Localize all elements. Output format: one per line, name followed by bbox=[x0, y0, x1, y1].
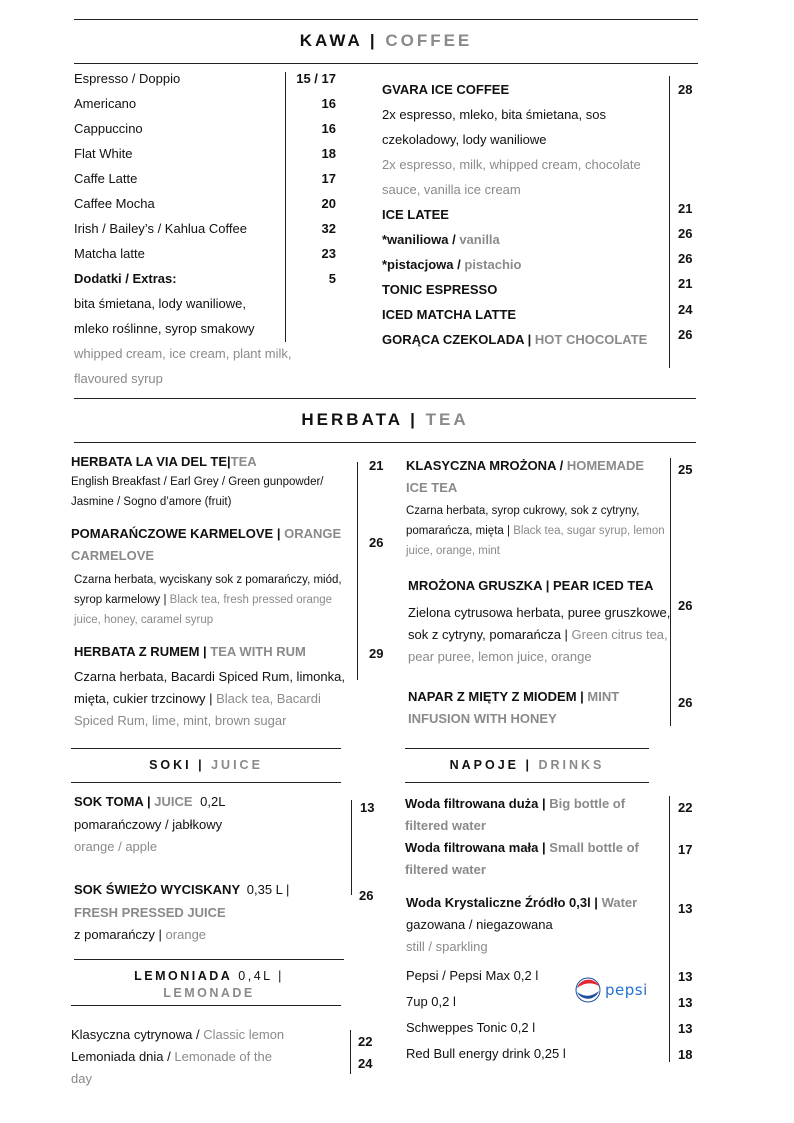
coffee-price-extras: 5 bbox=[328, 271, 336, 286]
coffee-gvara-price: 28 bbox=[678, 82, 693, 97]
coffee-pistachio-price: 26 bbox=[678, 251, 693, 266]
tea-rum-price: 29 bbox=[369, 646, 384, 661]
coffee-vanilla-price: 26 bbox=[678, 226, 693, 241]
tea-iced-price: 25 bbox=[678, 462, 693, 477]
tea-iced-en-2: ICE TEA bbox=[406, 480, 458, 495]
tea-rum-desc-3: Spiced Rum, lime, mint, brown sugar bbox=[74, 713, 287, 728]
drinks-small-en-2: filtered water bbox=[405, 862, 486, 877]
coffee-gvara-en-2: sauce, vanilla ice cream bbox=[382, 182, 521, 197]
drinks-small-en-1: Small bottle of bbox=[549, 840, 639, 855]
tea-header-en: TEA bbox=[425, 410, 469, 429]
juice-divider bbox=[351, 800, 352, 895]
tea-rum-en: TEA WITH RUM bbox=[210, 644, 306, 659]
pepsi-globe-icon bbox=[575, 977, 601, 1003]
tea-lavia-pl: HERBATA LA VIA DEL TE| bbox=[71, 454, 231, 469]
juice-fresh-desc-pl: z pomarańczy | bbox=[74, 927, 162, 942]
drinks-kryst-pl: Woda Krystaliczne Źródło 0,3l | bbox=[406, 895, 598, 910]
lemonade-day-pl: Lemoniada dnia / bbox=[71, 1049, 171, 1064]
tea-orange-desc-2-pl: syrop karmelowy | bbox=[74, 594, 167, 606]
coffee-header bbox=[74, 31, 698, 51]
coffee-chocolate-en: HOT CHOCOLATE bbox=[534, 332, 648, 347]
drinks-divider bbox=[669, 796, 670, 1062]
juice-top-rule bbox=[71, 748, 341, 749]
tea-header bbox=[74, 410, 696, 430]
coffee-vanilla-en: vanilla bbox=[459, 232, 500, 247]
tea-lavia-price: 21 bbox=[369, 458, 384, 473]
tea-rum-title bbox=[74, 644, 306, 659]
coffee-ice-latee-price: 21 bbox=[678, 201, 693, 216]
juice-fresh-desc bbox=[74, 927, 206, 942]
coffee-pistachio-pl: *pistacjowa / bbox=[382, 257, 461, 272]
drinks-redbull-price: 18 bbox=[678, 1047, 693, 1062]
coffee-price-espresso: 15 / 17 bbox=[296, 71, 336, 86]
tea-iced-desc-3: juice, orange, mint bbox=[406, 545, 500, 557]
tea-iced-title bbox=[406, 458, 644, 473]
juice-fresh-title bbox=[74, 882, 289, 897]
juice-toma-title bbox=[74, 794, 225, 809]
coffee-price-flat-white: 18 bbox=[321, 146, 336, 161]
drinks-header bbox=[405, 758, 649, 772]
tea-orange-desc-1: Czarna herbata, wyciskany sok z pomarańczy, miód, bbox=[74, 574, 342, 586]
drinks-kryst-desc-2: still / sparkling bbox=[406, 939, 488, 954]
drinks-pepsi: Pepsi / Pepsi Max 0,2 l bbox=[406, 968, 539, 983]
tea-pear-desc-1: Zielona cytrusowa herbata, puree gruszkowe, bbox=[408, 605, 671, 620]
drinks-kryst-desc-1: gazowana / niegazowana bbox=[406, 917, 553, 932]
lemonade-classic bbox=[71, 1027, 284, 1042]
tea-orange-title bbox=[71, 526, 341, 541]
coffee-chocolate-pl: GORĄCA CZEKOLADA | bbox=[382, 332, 532, 347]
drinks-pepsi-price: 13 bbox=[678, 969, 693, 984]
coffee-price-caffe-latte: 17 bbox=[321, 171, 336, 186]
drinks-header-sep: | bbox=[525, 758, 532, 772]
juice-toma-pl: SOK TOMA | bbox=[74, 794, 151, 809]
coffee-right-divider bbox=[669, 76, 670, 368]
tea-pear-price: 26 bbox=[678, 598, 693, 613]
coffee-gvara-pl-1: 2x espresso, mleko, bita śmietana, sos bbox=[382, 107, 606, 122]
lemonade-day-price: 24 bbox=[358, 1056, 373, 1071]
coffee-tonic-price: 21 bbox=[678, 276, 693, 291]
coffee-price-mocha: 20 bbox=[321, 196, 336, 211]
juice-bottom-rule bbox=[71, 782, 341, 783]
juice-fresh-pl: SOK ŚWIEŻO WYCISKANY bbox=[74, 882, 241, 897]
tea-pear-desc-2 bbox=[408, 627, 668, 642]
tea-pear-desc-2-pl: sok z cytryny, pomarańcza | bbox=[408, 627, 568, 642]
lemonade-classic-en: Classic lemon bbox=[203, 1027, 285, 1042]
coffee-extras-pl-2: mleko roślinne, syrop smakowy bbox=[74, 321, 255, 336]
juice-fresh-desc-en: orange bbox=[165, 927, 207, 942]
tea-orange-pl: POMARAŃCZOWE KARMELOVE | bbox=[71, 526, 281, 541]
tea-iced-desc-2-en: Black tea, sugar syrup, lemon bbox=[513, 525, 665, 537]
drinks-kryst-price: 13 bbox=[678, 901, 693, 916]
juice-fresh-en: FRESH PRESSED JUICE bbox=[74, 905, 226, 920]
coffee-left-divider bbox=[285, 72, 286, 342]
lemonade-bottom-rule bbox=[71, 1005, 341, 1006]
juice-header-en: JUICE bbox=[211, 758, 263, 772]
coffee-vanilla bbox=[382, 232, 500, 247]
tea-rum-desc-2 bbox=[74, 691, 321, 706]
lemonade-header-size: 0,4L | bbox=[238, 969, 284, 983]
coffee-tonic: TONIC ESPRESSO bbox=[382, 282, 498, 297]
drinks-big-en-1: Big bottle of bbox=[549, 796, 626, 811]
drinks-big-pl: Woda filtrowana duża | bbox=[405, 796, 546, 811]
tea-iced-desc-2-pl: pomarańcza, mięta | bbox=[406, 525, 510, 537]
coffee-item-cappuccino: Cappuccino bbox=[74, 121, 143, 136]
tea-pear-title: MROŻONA GRUSZKA | PEAR ICED TEA bbox=[408, 578, 654, 593]
tea-header-pl: HERBATA bbox=[301, 410, 403, 429]
coffee-gvara-title: GVARA ICE COFFEE bbox=[382, 82, 510, 97]
coffee-chocolate-price: 26 bbox=[678, 327, 693, 342]
coffee-pistachio bbox=[382, 257, 521, 272]
coffee-header-pl: KAWA bbox=[299, 31, 363, 50]
tea-top-rule bbox=[74, 398, 696, 399]
coffee-extras-en-2: flavoured syrup bbox=[74, 371, 163, 386]
drinks-header-en: DRINKS bbox=[538, 758, 605, 772]
coffee-header-sep: | bbox=[369, 31, 378, 50]
coffee-ice-latee: ICE LATEE bbox=[382, 207, 449, 222]
coffee-item-espresso: Espresso / Doppio bbox=[74, 71, 181, 86]
drinks-big-price: 22 bbox=[678, 800, 693, 815]
tea-rum-desc-2-pl: mięta, cukier trzcinowy | bbox=[74, 691, 213, 706]
coffee-item-extras: Dodatki / Extras: bbox=[74, 271, 177, 286]
drinks-bottom-rule bbox=[405, 782, 649, 783]
juice-toma-desc-1: pomarańczowy / jabłkowy bbox=[74, 817, 223, 832]
lemonade-divider bbox=[350, 1030, 351, 1074]
coffee-item-matcha: Matcha latte bbox=[74, 246, 145, 261]
juice-header-sep: | bbox=[198, 758, 205, 772]
drinks-schweppes: Schweppes Tonic 0,2 l bbox=[406, 1020, 536, 1035]
coffee-item-mocha: Caffee Mocha bbox=[74, 196, 155, 211]
lemonade-header-en: LEMONADE bbox=[163, 986, 255, 1000]
tea-orange-desc-3: juice, honey, caramel syrup bbox=[74, 614, 214, 626]
lemonade-day bbox=[71, 1049, 272, 1064]
coffee-gvara-en-1: 2x espresso, milk, whipped cream, chocolate bbox=[382, 157, 641, 172]
tea-orange-price: 26 bbox=[369, 535, 384, 550]
tea-rum-pl: HERBATA Z RUMEM | bbox=[74, 644, 207, 659]
juice-fresh-price: 26 bbox=[359, 888, 374, 903]
lemonade-header bbox=[74, 968, 344, 1002]
tea-bottom-rule bbox=[74, 442, 696, 443]
drinks-small-price: 17 bbox=[678, 842, 693, 857]
coffee-top-rule bbox=[74, 19, 698, 20]
drinks-schweppes-price: 13 bbox=[678, 1021, 693, 1036]
coffee-item-americano: Americano bbox=[74, 96, 137, 111]
coffee-price-americano: 16 bbox=[321, 96, 336, 111]
tea-pear-desc-2-en: Green citrus tea, bbox=[571, 627, 668, 642]
juice-toma-size: 0,2L bbox=[200, 794, 226, 809]
drinks-header-pl: NAPOJE bbox=[449, 758, 519, 772]
tea-mint-en-2: INFUSION WITH HONEY bbox=[408, 711, 557, 726]
tea-orange-en-1: ORANGE bbox=[284, 526, 342, 541]
tea-orange-desc-2-en: Black tea, fresh pressed orange bbox=[169, 594, 333, 606]
coffee-price-irish: 32 bbox=[321, 221, 336, 236]
coffee-chocolate bbox=[382, 332, 647, 347]
coffee-price-matcha: 23 bbox=[321, 246, 336, 261]
juice-fresh-size: 0,35 L | bbox=[246, 882, 290, 897]
drinks-big-en-2: filtered water bbox=[405, 818, 486, 833]
coffee-matcha-iced: ICED MATCHA LATTE bbox=[382, 307, 517, 322]
tea-iced-pl: KLASYCZNA MROŻONA / bbox=[406, 458, 564, 473]
juice-header-pl: SOKI bbox=[149, 758, 192, 772]
drinks-small-pl: Woda filtrowana mała | bbox=[405, 840, 546, 855]
lemonade-day-en-2: day bbox=[71, 1071, 92, 1086]
tea-iced-en-1: HOMEMADE bbox=[566, 458, 645, 473]
lemonade-day-en-1: Lemonade of the bbox=[174, 1049, 272, 1064]
tea-rum-desc-1: Czarna herbata, Bacardi Spiced Rum, limonka, bbox=[74, 669, 345, 684]
coffee-item-flat-white: Flat White bbox=[74, 146, 133, 161]
coffee-vanilla-pl: *waniliowa / bbox=[382, 232, 456, 247]
tea-header-sep: | bbox=[410, 410, 418, 429]
drinks-redbull: Red Bull energy drink 0,25 l bbox=[406, 1046, 566, 1061]
juice-toma-desc-2: orange / apple bbox=[74, 839, 158, 854]
pepsi-logo bbox=[575, 977, 648, 1003]
coffee-matcha-iced-price: 24 bbox=[678, 302, 693, 317]
tea-orange-desc-2 bbox=[74, 594, 332, 606]
tea-lavia-en: TEA bbox=[230, 454, 257, 469]
coffee-header-en: COFFEE bbox=[385, 31, 473, 50]
tea-iced-desc-1: Czarna herbata, syrop cukrowy, sok z cytryny, bbox=[406, 505, 640, 517]
juice-toma-en: JUICE bbox=[154, 794, 193, 809]
tea-orange-en-2: CARMELOVE bbox=[71, 548, 155, 563]
lemonade-header-pl: LEMONIADA bbox=[134, 969, 233, 983]
lemonade-classic-price: 22 bbox=[358, 1034, 373, 1049]
drinks-big-water bbox=[405, 796, 625, 811]
drinks-small-water bbox=[405, 840, 639, 855]
tea-mint-price: 26 bbox=[678, 695, 693, 710]
coffee-extras-en-1: whipped cream, ice cream, plant milk, bbox=[74, 346, 292, 361]
tea-mint-pl: NAPAR Z MIĘTY Z MIODEM | bbox=[408, 689, 584, 704]
coffee-price-cappuccino: 16 bbox=[321, 121, 336, 136]
juice-toma-price: 13 bbox=[360, 800, 375, 815]
coffee-item-caffe-latte: Caffe Latte bbox=[74, 171, 138, 186]
juice-header bbox=[71, 758, 341, 772]
drinks-kryst bbox=[406, 895, 637, 910]
pepsi-wordmark: pepsi bbox=[605, 981, 648, 999]
drinks-kryst-en: Water bbox=[601, 895, 638, 910]
coffee-gvara-pl-2: czekoladowy, lody waniliowe bbox=[382, 132, 547, 147]
drinks-7up: 7up 0,2 l bbox=[406, 994, 456, 1009]
tea-right-divider bbox=[670, 458, 671, 726]
tea-lavia-desc-2: Jasmine / Sogno d’amore (fruit) bbox=[71, 496, 232, 508]
tea-iced-desc-2 bbox=[406, 525, 665, 537]
tea-lavia-title bbox=[71, 454, 257, 469]
lemonade-classic-pl: Klasyczna cytrynowa / bbox=[71, 1027, 200, 1042]
tea-pear-desc-3: pear puree, lemon juice, orange bbox=[408, 649, 592, 664]
drinks-top-rule bbox=[405, 748, 649, 749]
coffee-pistachio-en: pistachio bbox=[464, 257, 522, 272]
lemonade-top-rule bbox=[74, 959, 344, 960]
drinks-7up-price: 13 bbox=[678, 995, 693, 1010]
tea-lavia-desc-1: English Breakfast / Earl Grey / Green gunpowder/ bbox=[71, 476, 324, 488]
tea-left-divider bbox=[357, 462, 358, 680]
tea-mint-en-1: MINT bbox=[587, 689, 620, 704]
coffee-item-irish: Irish / Bailey’s / Kahlua Coffee bbox=[74, 221, 247, 236]
coffee-extras-pl-1: bita śmietana, lody waniliowe, bbox=[74, 296, 246, 311]
coffee-bottom-rule bbox=[74, 63, 698, 64]
tea-mint-title bbox=[408, 689, 619, 704]
tea-rum-desc-2-en: Black tea, Bacardi bbox=[216, 691, 321, 706]
